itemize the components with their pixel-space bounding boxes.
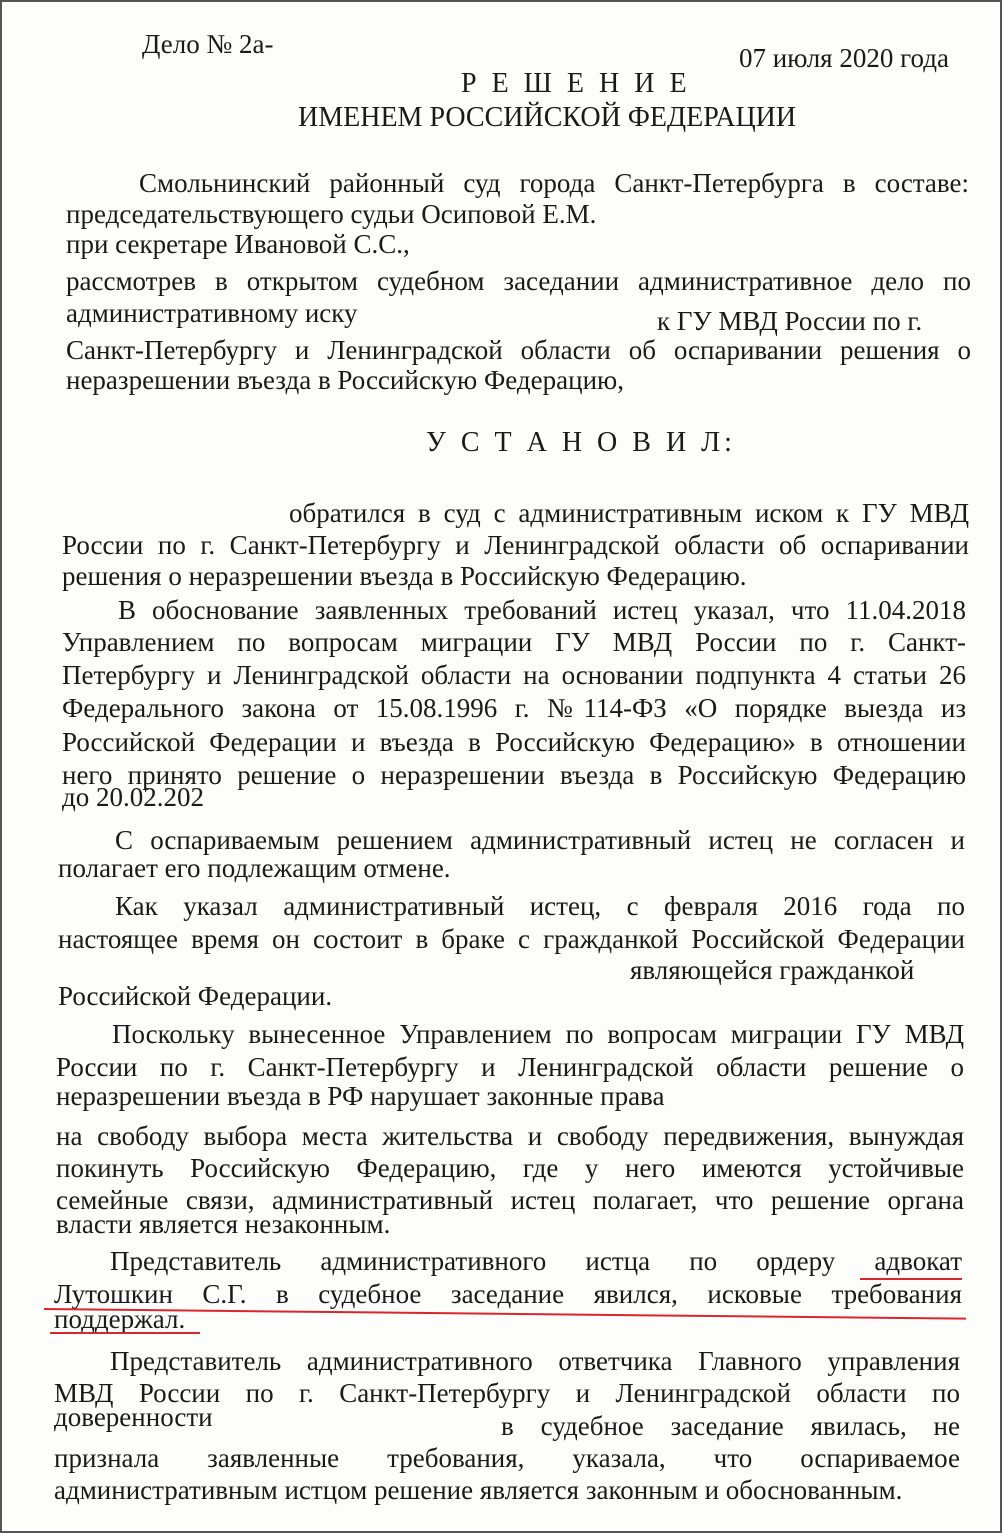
paragraph-line: Российской Федерации. [58,981,333,1011]
paragraph-line: в судебное заседание явилась, не [501,1411,960,1441]
paragraph-line: семейные связи, административный истец полагает, что решение органа [56,1185,964,1215]
paragraph-line: покинуть Российскую Федерацию, где у него имеются устойчивые [56,1153,964,1183]
paragraph-line: Управлением по вопросам миграции ГУ МВД России по г. Санкт- [62,627,966,657]
intro-line: рассмотрев в открытом судебном заседании административное дело по [66,266,971,296]
paragraph-line: обратился в суд с административным иском к ГУ МВД [289,498,969,528]
paragraph-line: на свободу выбора места жительства и свободу передвижения, вынуждая [56,1121,964,1151]
intro-line: председательствующего судьи Осиповой Е.М. [66,199,597,229]
intro-line: к ГУ МВД России по г. [657,306,923,336]
paragraph-line: Представитель административного ответчика Главного управления [110,1346,960,1376]
paragraph-line: полагает его подлежащим отмене. [58,853,451,883]
intro-line: административному иску [66,298,358,328]
paragraph-line: настоящее время он состоит в браке с гражданкой Российской Федерации [58,924,965,954]
decision-date: 07 июля 2020 года [739,43,949,73]
paragraph-line: власти является незаконным. [56,1209,391,1239]
paragraph-line: являющейся гражданкой [630,955,915,985]
paragraph-line: МВД России по г. Санкт-Петербургу и Ленинградской области по [54,1378,960,1408]
paragraph-line: Поскольку вынесенное Управлением по вопросам миграции ГУ МВД [112,1019,964,1049]
paragraph-line: Российской Федерации и въезда в Российскую Федерацию» в отношении [62,727,966,757]
document-subtitle: ИМЕНЕМ РОССИЙСКОЙ ФЕДЕРАЦИИ [298,102,797,133]
paragraph-line: Как указал административный истец, с февраля 2016 года по [115,891,965,921]
highlight-underline [860,1278,962,1280]
paragraph-line: него принято решение о неразрешении въезда в Российскую Федерацию [62,760,966,790]
intro-line: Санкт-Петербургу и Ленинградской области об оспаривании решения о [66,335,971,365]
section-heading: У С Т А Н О В И Л: [426,427,736,458]
paragraph-line: С оспариваемым решением административный истец не согласен и [115,825,965,855]
paragraph-line: признала заявленные требования, указала, что оспариваемое [54,1443,960,1473]
case-number: Дело № 2а- [142,29,274,59]
paragraph-line: В обоснование заявленных требований истец указал, что 11.04.2018 [118,595,966,625]
paragraph-line: Представитель административного истца по ордеру адвокат [110,1246,962,1276]
paragraph-line: Федерального закона от 15.08.1996 г. №114-ФЗ «О порядке выезда из [62,693,966,723]
intro-line: при секретаре Ивановой С.С., [66,229,410,259]
paragraph-line: Петербургу и Ленинградской области на основании подпункта 4 статьи 26 [62,660,966,690]
paragraph-line: поддержал. [54,1304,186,1334]
paragraph-line: неразрешении въезда в РФ нарушает законные права [56,1081,665,1111]
paragraph-line: Лутошкин С.Г. в судебное заседание явился, исковые требования [54,1279,962,1309]
highlight-underline [50,1332,200,1334]
paragraph-line: решения о неразрешении въезда в Российскую Федерацию. [62,561,747,591]
intro-line: Смольнинский районный суд города Санкт-Петербурга в составе: [139,168,969,198]
paragraph-line: доверенности [54,1402,213,1432]
paragraph-line: России по г. Санкт-Петербургу и Ленинградской области решение о [56,1052,964,1082]
document-title: Р Е Ш Е Н И Е [461,68,691,99]
paragraph-line: России по г. Санкт-Петербургу и Ленинградской области об оспаривании [62,530,969,560]
intro-line: неразрешении въезда в Российскую Федерацию, [66,365,624,395]
paragraph-line: до 20.02.202 [62,782,204,812]
paragraph-line: административным истцом решение является законным и обоснованным. [54,1475,903,1505]
